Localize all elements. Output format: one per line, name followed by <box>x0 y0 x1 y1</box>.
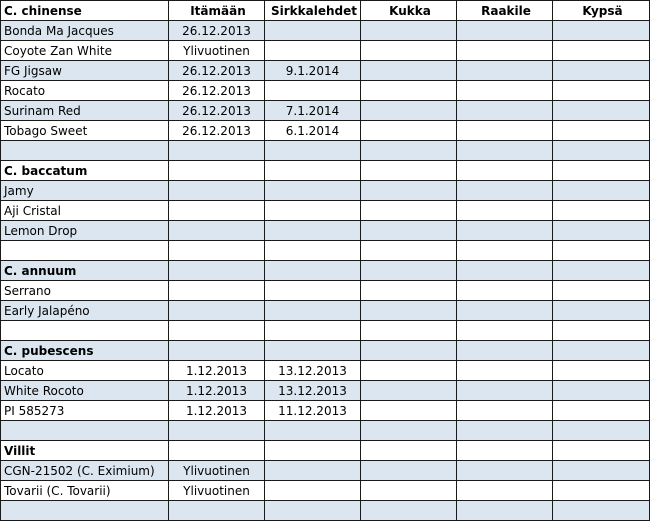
germination-cell[interactable] <box>169 181 265 201</box>
flower-cell[interactable] <box>361 421 457 441</box>
spacer-row <box>1 321 650 341</box>
table-row <box>1 281 650 301</box>
flower-cell[interactable] <box>361 361 457 381</box>
ripe-cell[interactable] <box>553 381 650 401</box>
unripe-cell[interactable] <box>457 381 553 401</box>
unripe-cell[interactable] <box>457 181 553 201</box>
germination-cell[interactable] <box>169 141 265 161</box>
table-row <box>1 401 650 421</box>
germination-cell[interactable] <box>169 221 265 241</box>
flower-cell[interactable] <box>361 201 457 221</box>
germination-cell[interactable] <box>169 301 265 321</box>
ripe-cell[interactable] <box>553 41 650 61</box>
ripe-cell[interactable] <box>553 301 650 321</box>
ripe-cell[interactable] <box>553 441 650 461</box>
name-cell[interactable] <box>1 421 169 441</box>
group-header-row <box>1 441 650 461</box>
table-row <box>1 481 650 501</box>
table-row <box>1 201 650 221</box>
cotyledons-cell[interactable]: 13.12.2013 <box>265 361 361 381</box>
flower-cell[interactable] <box>361 401 457 421</box>
germination-cell[interactable] <box>169 161 265 181</box>
unripe-cell[interactable] <box>457 41 553 61</box>
name-cell[interactable]: Villit <box>1 441 169 461</box>
column-header-ripe: Kypsä <box>553 1 650 21</box>
flower-cell[interactable] <box>361 341 457 361</box>
ripe-cell[interactable] <box>553 281 650 301</box>
germination-cell[interactable] <box>169 241 265 261</box>
table-row <box>1 361 650 381</box>
unripe-cell[interactable] <box>457 121 553 141</box>
cotyledons-cell[interactable] <box>265 501 361 521</box>
unripe-cell[interactable] <box>457 241 553 261</box>
flower-cell[interactable] <box>361 41 457 61</box>
ripe-cell[interactable] <box>553 81 650 101</box>
cotyledons-cell[interactable] <box>265 441 361 461</box>
name-cell[interactable]: Rocato <box>1 81 169 101</box>
flower-cell[interactable] <box>361 501 457 521</box>
cotyledons-cell[interactable] <box>265 461 361 481</box>
flower-cell[interactable] <box>361 281 457 301</box>
cotyledons-cell[interactable] <box>265 341 361 361</box>
cotyledons-cell[interactable] <box>265 81 361 101</box>
flower-cell[interactable] <box>361 101 457 121</box>
ripe-cell[interactable] <box>553 201 650 221</box>
ripe-cell[interactable] <box>553 61 650 81</box>
ripe-cell[interactable] <box>553 221 650 241</box>
name-cell[interactable]: Aji Cristal <box>1 201 169 221</box>
cotyledons-cell[interactable] <box>265 181 361 201</box>
cotyledons-cell[interactable] <box>265 321 361 341</box>
name-cell[interactable]: C. annuum <box>1 261 169 281</box>
cotyledons-cell[interactable]: 13.12.2013 <box>265 381 361 401</box>
germination-cell[interactable]: 26.12.2013 <box>169 61 265 81</box>
name-cell[interactable] <box>1 321 169 341</box>
group-header-row <box>1 341 650 361</box>
ripe-cell[interactable] <box>553 21 650 41</box>
table-row <box>1 101 650 121</box>
cotyledons-cell[interactable] <box>265 261 361 281</box>
table-row <box>1 381 650 401</box>
unripe-cell[interactable] <box>457 321 553 341</box>
table-row <box>1 181 650 201</box>
cotyledons-cell[interactable] <box>265 201 361 221</box>
germination-cell[interactable] <box>169 321 265 341</box>
table-row <box>1 81 650 101</box>
column-header-unripe: Raakile <box>457 1 553 21</box>
name-cell[interactable]: PI 585273 <box>1 401 169 421</box>
name-cell[interactable]: Jamy <box>1 181 169 201</box>
name-cell[interactable]: FG Jigsaw <box>1 61 169 81</box>
unripe-cell[interactable] <box>457 201 553 221</box>
spacer-row <box>1 241 650 261</box>
group-header-row <box>1 161 650 181</box>
unripe-cell[interactable] <box>457 301 553 321</box>
cotyledons-cell[interactable] <box>265 221 361 241</box>
group-header-row <box>1 261 650 281</box>
germination-cell[interactable]: 1.12.2013 <box>169 401 265 421</box>
unripe-cell[interactable] <box>457 161 553 181</box>
name-cell[interactable] <box>1 141 169 161</box>
cotyledons-cell[interactable]: 9.1.2014 <box>265 61 361 81</box>
column-header-cotyledons: Sirkkalehdet <box>265 1 361 21</box>
ripe-cell[interactable] <box>553 341 650 361</box>
ripe-cell[interactable] <box>553 261 650 281</box>
unripe-cell[interactable] <box>457 421 553 441</box>
ripe-cell[interactable] <box>553 161 650 181</box>
germination-cell[interactable]: 26.12.2013 <box>169 101 265 121</box>
unripe-cell[interactable] <box>457 81 553 101</box>
unripe-cell[interactable] <box>457 501 553 521</box>
table-row <box>1 21 650 41</box>
ripe-cell[interactable] <box>553 501 650 521</box>
unripe-cell[interactable] <box>457 441 553 461</box>
spacer-row <box>1 141 650 161</box>
unripe-cell[interactable] <box>457 61 553 81</box>
germination-cell[interactable] <box>169 341 265 361</box>
cotyledons-cell[interactable] <box>265 421 361 441</box>
cotyledons-cell[interactable] <box>265 481 361 501</box>
spacer-row <box>1 421 650 441</box>
name-cell[interactable]: C. baccatum <box>1 161 169 181</box>
name-cell[interactable]: Serrano <box>1 281 169 301</box>
ripe-cell[interactable] <box>553 361 650 381</box>
ripe-cell[interactable] <box>553 401 650 421</box>
cotyledons-cell[interactable] <box>265 141 361 161</box>
unripe-cell[interactable] <box>457 361 553 381</box>
cotyledons-cell[interactable] <box>265 41 361 61</box>
ripe-cell[interactable] <box>553 481 650 501</box>
germination-cell[interactable] <box>169 501 265 521</box>
germination-cell[interactable]: Ylivuotinen <box>169 481 265 501</box>
unripe-cell[interactable] <box>457 221 553 241</box>
flower-cell[interactable] <box>361 221 457 241</box>
cotyledons-cell[interactable] <box>265 161 361 181</box>
unripe-cell[interactable] <box>457 481 553 501</box>
ripe-cell[interactable] <box>553 421 650 441</box>
germination-cell[interactable]: Ylivuotinen <box>169 461 265 481</box>
unripe-cell[interactable] <box>457 141 553 161</box>
table-row <box>1 301 650 321</box>
name-cell[interactable]: Surinam Red <box>1 101 169 121</box>
germination-cell[interactable]: 26.12.2013 <box>169 21 265 41</box>
germination-cell[interactable] <box>169 281 265 301</box>
header-row <box>1 1 650 21</box>
name-cell[interactable]: C. pubescens <box>1 341 169 361</box>
name-cell[interactable]: Bonda Ma Jacques <box>1 21 169 41</box>
cotyledons-cell[interactable] <box>265 281 361 301</box>
flower-cell[interactable] <box>361 141 457 161</box>
cotyledons-cell[interactable] <box>265 241 361 261</box>
cotyledons-cell[interactable]: 6.1.2014 <box>265 121 361 141</box>
germination-cell[interactable]: Ylivuotinen <box>169 41 265 61</box>
germination-cell[interactable]: 26.12.2013 <box>169 81 265 101</box>
unripe-cell[interactable] <box>457 281 553 301</box>
column-header-flower: Kukka <box>361 1 457 21</box>
unripe-cell[interactable] <box>457 21 553 41</box>
flower-cell[interactable] <box>361 301 457 321</box>
unripe-cell[interactable] <box>457 261 553 281</box>
ripe-cell[interactable] <box>553 101 650 121</box>
table-body <box>1 21 650 521</box>
name-cell[interactable]: White Rocoto <box>1 381 169 401</box>
name-cell[interactable] <box>1 501 169 521</box>
column-header-species: C. chinense <box>1 1 169 21</box>
unripe-cell[interactable] <box>457 461 553 481</box>
germination-cell[interactable] <box>169 261 265 281</box>
ripe-cell[interactable] <box>553 121 650 141</box>
name-cell[interactable]: Early Jalapéno <box>1 301 169 321</box>
cotyledons-cell[interactable] <box>265 301 361 321</box>
flower-cell[interactable] <box>361 21 457 41</box>
flower-cell[interactable] <box>361 261 457 281</box>
ripe-cell[interactable] <box>553 181 650 201</box>
name-cell[interactable]: Tovarii (C. Tovarii) <box>1 481 169 501</box>
unripe-cell[interactable] <box>457 101 553 121</box>
germination-cell[interactable] <box>169 441 265 461</box>
germination-cell[interactable]: 26.12.2013 <box>169 121 265 141</box>
flower-cell[interactable] <box>361 121 457 141</box>
flower-cell[interactable] <box>361 161 457 181</box>
flower-cell[interactable] <box>361 381 457 401</box>
table-row <box>1 221 650 241</box>
flower-cell[interactable] <box>361 81 457 101</box>
flower-cell[interactable] <box>361 181 457 201</box>
germination-cell[interactable] <box>169 201 265 221</box>
flower-cell[interactable] <box>361 321 457 341</box>
name-cell[interactable]: Tobago Sweet <box>1 121 169 141</box>
table-row <box>1 61 650 81</box>
name-cell[interactable]: Locato <box>1 361 169 381</box>
germination-cell[interactable] <box>169 421 265 441</box>
unripe-cell[interactable] <box>457 401 553 421</box>
ripe-cell[interactable] <box>553 321 650 341</box>
name-cell[interactable]: CGN-21502 (C. Eximium) <box>1 461 169 481</box>
table-row <box>1 461 650 481</box>
flower-cell[interactable] <box>361 241 457 261</box>
spacer-row <box>1 501 650 521</box>
cotyledons-cell[interactable]: 7.1.2014 <box>265 101 361 121</box>
name-cell[interactable]: Coyote Zan White <box>1 41 169 61</box>
ripe-cell[interactable] <box>553 141 650 161</box>
ripe-cell[interactable] <box>553 461 650 481</box>
germination-cell[interactable]: 1.12.2013 <box>169 381 265 401</box>
flower-cell[interactable] <box>361 61 457 81</box>
name-cell[interactable] <box>1 241 169 261</box>
table-row <box>1 121 650 141</box>
table-row <box>1 41 650 61</box>
column-header-germination: Itämään <box>169 1 265 21</box>
cotyledons-cell[interactable] <box>265 21 361 41</box>
flower-cell[interactable] <box>361 481 457 501</box>
ripe-cell[interactable] <box>553 241 650 261</box>
flower-cell[interactable] <box>361 441 457 461</box>
unripe-cell[interactable] <box>457 341 553 361</box>
germination-cell[interactable]: 1.12.2013 <box>169 361 265 381</box>
cotyledons-cell[interactable]: 11.12.2013 <box>265 401 361 421</box>
name-cell[interactable]: Lemon Drop <box>1 221 169 241</box>
flower-cell[interactable] <box>361 461 457 481</box>
